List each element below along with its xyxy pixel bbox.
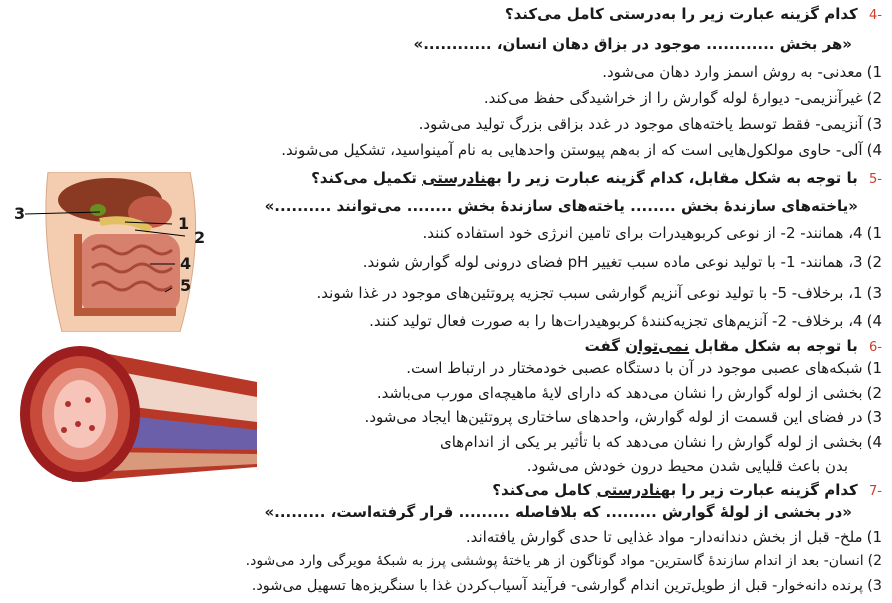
q6-option-4-continued: بدن باعث قلیایی شدن محیط درون خودش می‌شود. — [526, 457, 848, 475]
label-1: 1 — [178, 214, 190, 233]
q7-question: -7 کدام گزینه عبارت زیر را بهنادرستی کامل می‌کند؟ — [492, 481, 882, 499]
q5-underlined-word: نادرستی — [422, 169, 487, 187]
q7-stem: «در بخشی از لولهٔ گوارش ......... که بلافاصله ......... قرار گرفته‌است، .........» — [264, 503, 852, 521]
q5-stem: «یاخته‌های سازندهٔ بخش ........ یاخته‌های سازندهٔ بخش ........ می‌توانند ..........» — [264, 197, 858, 215]
q6-option-4[interactable]: 4)بخشی از لوله گوارش را نشان می‌دهد که با تأثیر بر یکی از اندام‌های — [439, 433, 882, 451]
q4-number: -4 — [869, 8, 882, 23]
q4-question-text: کدام گزینه عبارت زیر را به‌درستی کامل می‌کند؟ — [504, 5, 858, 23]
q5-question: -5 با توجه به شکل مقابل، کدام گزینه عبارت زیر را بهنادرستی تکمیل می‌کند؟ — [311, 169, 882, 187]
q7-number: -7 — [869, 484, 882, 499]
q5-option-1[interactable]: 1)4، همانند- 2- از نوعی کربوهیدرات برای تامین انرژی خود استفاده کنند. — [422, 224, 882, 242]
label-5: 5 — [180, 276, 192, 295]
label-4: 4 — [180, 254, 192, 273]
intestine-svg — [12, 342, 270, 484]
q5-number: -5 — [869, 172, 882, 187]
digestive-system-svg — [0, 172, 220, 332]
q4-stem: «هر بخش ............ موجود در بزاق دهان انسان، ............» — [413, 35, 852, 53]
q4-option-3[interactable]: 3)آنزیمی- فقط توسط یاخته‌های موجود در غدد بزاقی بزرگ تولید می‌شود. — [418, 115, 882, 133]
q7-underlined-word: نادرستی — [596, 481, 661, 499]
q6-underlined-word: نمی‌توان — [625, 337, 690, 355]
q7-option-3[interactable]: 3)پرنده دانه‌خوار- قبل از طویل‌ترین اندام گوارشی- فرآیند آسیاب‌کردن غذا با سنگریزه‌ها تسهیل می‌شود. — [251, 578, 882, 594]
q6-option-3[interactable]: 3)در فضای این قسمت از لوله گوارش، واحدهای ساختاری پروتئین‌ها ایجاد می‌شود. — [364, 408, 882, 426]
q4-option-4[interactable]: 4)آلی- حاوی مولکول‌هایی است که از به‌هم پیوستن واحدهایی به نام آمینواسید، تشکیل می‌شوند. — [281, 141, 882, 159]
q6-question: -6 با توجه به شکل مقابل نمی‌توان گفت — [584, 337, 882, 355]
q6-option-2[interactable]: 2)بخشی از لوله گوارش را نشان می‌دهد که دارای لایهٔ ماهیچه‌ای مورب می‌باشد. — [376, 384, 882, 402]
q5-option-3[interactable]: 3)1، برخلاف- 5- با تولید نوعی آنزیم گوارشی سبب تجزیه پروتئین‌های موجود در غذا شوند. — [316, 284, 882, 302]
q7-option-1[interactable]: 1)ملخ- قبل از بخش دندانه‌دار- مواد غذایی تا حدی گوارش یافته‌اند. — [465, 528, 882, 546]
q6-option-1[interactable]: 1)شبکه‌های عصبی موجود در آن با دستگاه عصبی خودمختار در ارتباط است. — [406, 359, 882, 377]
q4-question — [505, 4, 882, 26]
q5-option-4[interactable]: 4)4، برخلاف- 2- آنزیم‌های تجزیه‌کنندهٔ کربوهیدرات‌ها را به صورت فعال تولید کنند. — [369, 312, 882, 330]
label-3: 3 — [14, 204, 26, 223]
q5-option-2[interactable]: 2)3، همانند- 1- با تولید نوعی ماده سبب تغییر pH فضای درونی لوله گوارش شوند. — [362, 253, 882, 271]
q7-option-2[interactable]: 2)انسان- بعد از اندام سازندهٔ گاسترین- مواد گوناگون از هر یاختهٔ پوششی پرز به شبکهٔ مویرگی وارد می‌شود. — [245, 553, 882, 569]
q4-option-2[interactable]: 2)غیرآنزیمی- دیوارهٔ لوله گوارش را از خراشیدگی حفظ می‌کند. — [483, 89, 882, 107]
digestive-system-illustration — [0, 172, 220, 332]
q4-option-1[interactable]: 1)معدنی- به روش اسمز وارد دهان می‌شود. — [602, 63, 882, 81]
q6-number: -6 — [869, 340, 882, 355]
label-2: 2 — [194, 228, 206, 247]
intestine-cross-section-illustration — [12, 342, 270, 484]
